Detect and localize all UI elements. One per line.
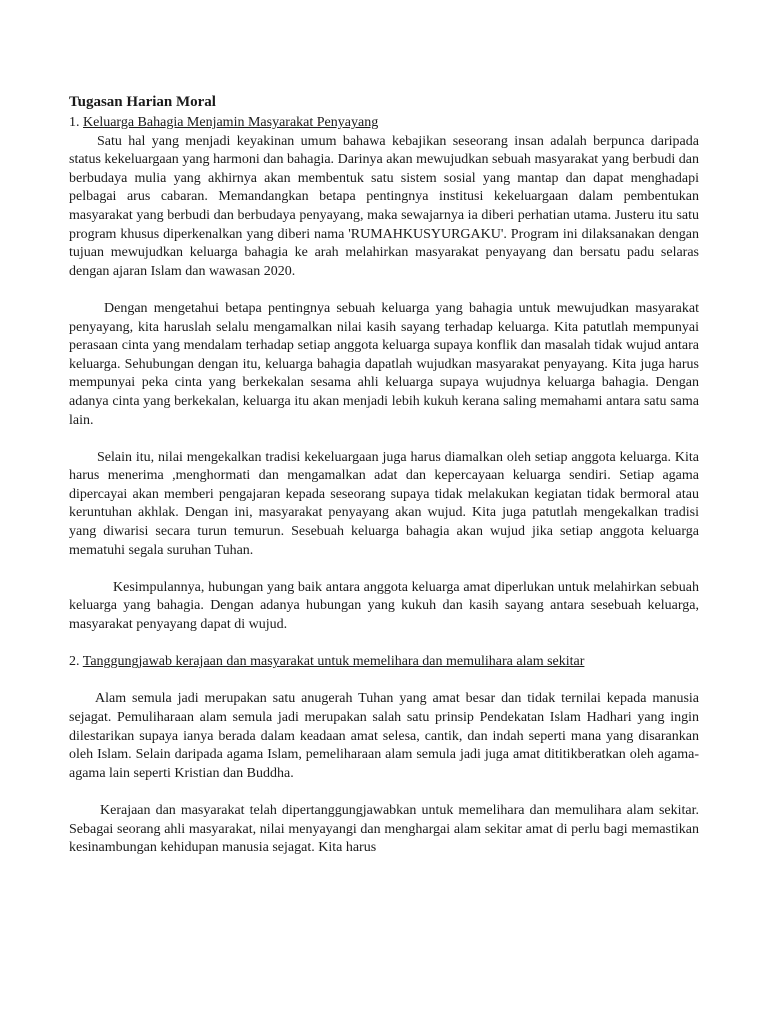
paragraph: Kerajaan dan masyarakat telah dipertanggungjawabkan untuk memelihara dan memulihara alam sekitar. Sebagai seorang ahli masyarakat, nilai menyayangi dan menghargai alam sekitar amat di perlu bagi memastikan kesinambungan kehidupan manusia sejagat. Kita harus [69,802,699,856]
section-1-title: Keluarga Bahagia Menjamin Masyarakat Penyayang [83,115,379,130]
section-2-number: 2. [69,654,83,670]
document-body [69,93,699,858]
paragraph: Kesimpulannya, hubungan yang baik antara anggota keluarga amat diperlukan untuk melahirkan sebuah keluarga yang bahagia. Dengan adanya hubungan yang kukuh dan kasih sayang antara sesebuah keluarga, masyarakat penyayang dapat di wujud. [69,579,699,633]
paragraph: Dengan mengetahui betapa pentingnya sebuah keluarga yang bahagia untuk mewujudkan masyarakat penyayang, kita haruslah selalu mengamalkan nilai kasih sayang terhadap keluarga. Kita patutlah mempunyai perasaan cinta yang mendalam terhadap setiap anggota keluarga supaya konflik dan masalah tidak wujud antara keluarga. Sehubungan dengan itu, keluarga bahagia dapatlah wujudkan masyarakat penyayang. Kita juga harus mempunyai peka cinta yang berkekalan sesama ahli keluarga supaya wujudnya keluarga bahagia. Dengan adanya cinta yang berkekalan, keluarga itu akan menjadi lebih kukuh kerana saling memahami antara satu sama lain. [69,300,699,428]
section-2-title: Tanggungjawab kerajaan dan masyarakat untuk memelihara dan memulihara alam sekitar [82,654,585,670]
section-2-heading [69,653,699,672]
document-title: Tugasan Harian Moral [69,94,216,110]
paragraph: Selain itu, nilai mengekalkan tradisi kekeluargaan juga harus diamalkan oleh setiap anggota keluarga. Kita harus menerima ,menghormati dan mengamalkan adat dan kepercayaan keluarga sendiri. Setiap agama dipercayai akan memberi pengajaran kepada seseorang supaya tidak melakukan kegiatan tidak bermoral atau keruntuhan akhlak. Dengan ini, masyarakat penyayang akan wujud. Kita juga patutlah mengekalkan tradisi yang diwarisi secara turun temurun. Sesebuah keluarga bahagia akan wujud jika setiap anggota keluarga mematuhi segala suruhan Tuhan. [69,449,699,558]
paragraph: Alam semula jadi merupakan satu anugerah Tuhan yang amat besar dan tidak ternilai kepada manusia sejagat. Pemuliharaan alam semula jadi merupakan salah satu prinsip Pendekatan Islam Hadhari yang ingin dilestarikan supaya ianya berada dalam keadaan amat selesa, cantik, dan indah seperti mana yang disarankan oleh Islam. Selain daripada agama Islam, pemeliharaan alam semula jadi juga amat dititikberatkan oleh agama-agama lain seperti Kristian dan Buddha. [69,691,699,781]
paragraph: Satu hal yang menjadi keyakinan umum bahawa kebajikan seseorang insan adalah berpunca daripada status kekeluargaan yang harmoni dan bahagia. Darinya akan mewujudkan sebuah masyarakat yang berbudi dan berbudaya mulia yang akhirnya akan membentuk satu sistem sosial yang mantap dan dapat menghadapi pelbagai arus cabaran. Memandangkan betapa pentingnya institusi kekeluargaan dalam pembentukan masyarakat yang berbudi dan berbudaya penyayang, maka sewajarnya ia diberi perhatian utama. Justeru itu satu program khusus diperkenalkan yang diberi nama 'RUMAHKUSYURGAKU'. Program ini dilaksanakan dengan tujuan mewujudkan keluarga bahagia ke arah melahirkan masyarakat penyayang dan bersatu padu selaras dengan ajaran Islam dan wawasan 2020. [69,133,699,279]
section-1-number: 1. [69,115,83,130]
section-1-heading [69,114,699,133]
